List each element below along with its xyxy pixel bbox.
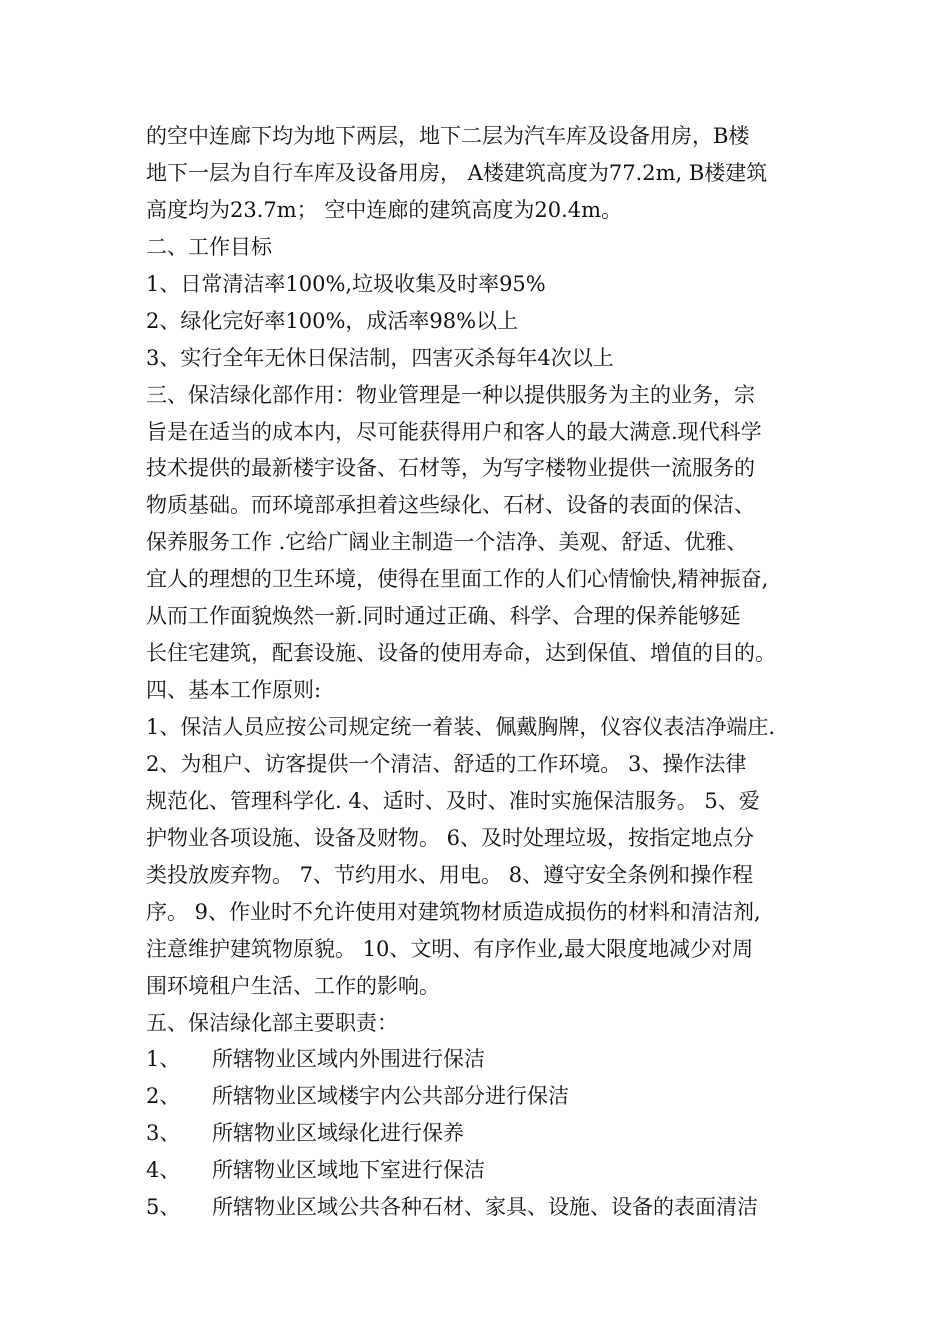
text-line: 序。 9、作业时不允许使用对建筑物材质造成损伤的材料和清洁剂, <box>146 899 761 924</box>
text-line: 护物业各项设施、设备及财物。 6、及时处理垃圾，按指定地点分 <box>146 825 755 850</box>
duty-number: 2、 <box>146 1084 181 1109</box>
duty-number: 4、 <box>146 1158 181 1183</box>
text-line: 规范化、管理科学化. 4、适时、及时、准时实施保洁服务。 5、爱 <box>146 788 760 813</box>
text-line: 保养服务工作 .它给广阔业主制造一个洁净、美观、舒适、优雅、 <box>146 530 748 555</box>
duty-item <box>146 1078 816 1115</box>
text-line: 物质基础。而环境部承担着这些绿化、石材、设备的表面的保洁、 <box>146 493 755 518</box>
goal-item: 3、实行全年无休日保洁制，四害灭杀每年4次以上 <box>146 345 614 370</box>
duty-text: 所辖物业区域地下室进行保洁 <box>212 1158 485 1183</box>
duty-number: 1、 <box>146 1047 181 1072</box>
duty-text: 所辖物业区域绿化进行保养 <box>212 1121 464 1146</box>
text-line: 长住宅建筑，配套设施、设备的使用寿命，达到保值、增值的目的。 <box>146 641 776 666</box>
duty-item <box>146 1152 816 1189</box>
goal-item: 1、日常清洁率100%,垃圾收集及时率95% <box>146 271 546 296</box>
duty-number: 3、 <box>146 1121 181 1146</box>
text-line: 旨是在适当的成本内，尽可能获得用户和客人的最大满意.现代科学 <box>146 419 762 444</box>
duty-text: 所辖物业区域楼宇内公共部分进行保洁 <box>212 1084 569 1109</box>
text-line: 的空中连廊下均为地下两层，地下二层为汽车库及设备用房，B楼 <box>146 124 750 148</box>
text-line: 1、保洁人员应按公司规定统一着装、佩戴胸牌，仪容仪表洁净端庄. <box>146 715 776 739</box>
duty-text: 所辖物业区域内外围进行保洁 <box>212 1047 485 1072</box>
text-line: 从而工作面貌焕然一新.同时通过正确、科学、合理的保养能够延 <box>146 604 741 629</box>
section-heading-goals: 二、工作目标 <box>146 234 272 259</box>
text-line: 围环境租户生活、工作的影响。 <box>146 973 440 998</box>
duty-text: 所辖物业区域公共各种石材、家具、设施、设备的表面清洁 <box>212 1195 758 1220</box>
text-line: 宜人的理想的卫生环境，使得在里面工作的人们心情愉快,精神振奋, <box>146 567 769 592</box>
document-body <box>146 118 816 1226</box>
duty-item <box>146 1041 816 1078</box>
text-line: 高度均为23.7m； 空中连廊的建筑高度为20.4m。 <box>146 197 623 222</box>
duty-item <box>146 1115 816 1152</box>
goal-item: 2、绿化完好率100%，成活率98%以上 <box>146 308 519 333</box>
section-heading-principles: 四、基本工作原则: <box>146 678 322 703</box>
text-line: 地下一层为自行车库及设备用房， A楼建筑高度为77.2m, B楼建筑 <box>146 160 768 185</box>
section-heading-role: 三、保洁绿化部作用：物业管理是一种以提供服务为主的业务，宗 <box>146 382 755 407</box>
text-line: 注意维护建筑物原貌。 10、文明、有序作业,最大限度地减少对周 <box>146 936 754 961</box>
text-line: 2、为租户、访客提供一个清洁、舒适的工作环境。 3、操作法律 <box>146 751 747 776</box>
duty-number: 5、 <box>146 1195 181 1220</box>
text-line: 类投放废弃物。 7、节约用水、用电。 8、遵守安全条例和操作程 <box>146 862 754 887</box>
duty-item <box>146 1189 816 1226</box>
section-heading-duties: 五、保洁绿化部主要职责： <box>146 1010 398 1035</box>
text-line: 技术提供的最新楼宇设备、石材等，为写字楼物业提供一流服务的 <box>146 456 755 481</box>
